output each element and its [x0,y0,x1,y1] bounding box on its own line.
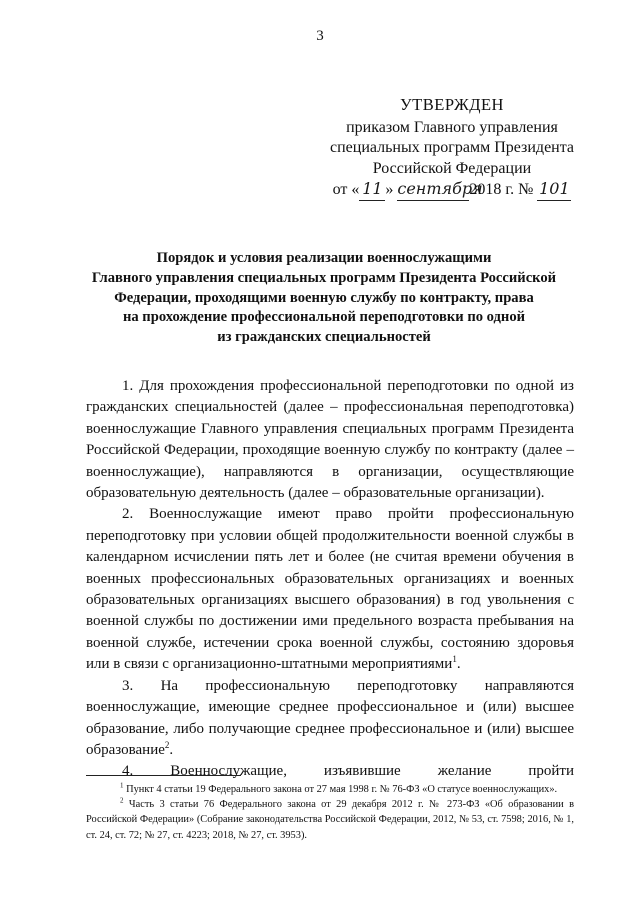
paragraph-2-text: 2. Военнослужащие имеют право пройти профессиональную переподготовку при условии общей продолжительности военной службы в календарном исчислении пять лет и более (не считая времени обучения в военных профессиональных образовательных организациях и военных образовательных организациях высшего образования) в год увольнения с военной службы по достижении ими предельного возраста пребывания на военной службе, истечении срока военной службы, состоянию здоровья или в связи с организационно-штатными мероприятиями [86,506,574,673]
order-number: 101 [537,179,571,201]
title-line-5: из гражданских специальностей [217,329,431,346]
approval-line-3: Российской Федерации [372,159,532,177]
approval-stamp: УТВЕРЖДЕН [400,95,504,114]
footnote-1 [86,782,574,797]
footnote-2-mark: 2 [120,796,124,805]
document-body [86,376,574,783]
footnote-2-text: Часть 3 статьи 76 Федерального закона от 29 декабря 2012 г. № 273-ФЗ «Об образовании в Российской Федерации» (Собрание законодательства Российской Федерации, 2012, № 53, ст. 7598; 2016, № 1, ст. 24, ст. 72; № 27, ст. 4223; 2018, № 27, ст. 3953). [86,799,574,841]
paragraph-2 [86,504,574,675]
paragraph-4: 4. Военнослужащие, изъявившие желание пройти [122,763,574,780]
title-line-2: Главного управления специальных программ Президента Российской [91,269,557,286]
title-line-1: Порядок и условия реализации военнослужащими [156,250,492,266]
footnote-1-text: Пункт 4 статьи 19 Федерального закона от 27 мая 1998 г. № 76-ФЗ «О статусе военнослужащих». [123,784,558,795]
approval-line-1: приказом Главного управления [346,118,558,136]
title-line-4: на прохождение профессиональной переподготовки по одной [122,309,526,326]
date-day: 11 [359,179,385,201]
approval-line-2: специальных программ Президента [329,139,575,156]
footnotes [86,782,574,843]
document-title [80,249,568,348]
footnote-2 [86,797,574,843]
approval-block [322,95,582,201]
footnote-ref-2: 2 [164,739,170,750]
approval-date-line [322,179,582,201]
paragraph-3-end: . [169,741,174,758]
footnote-ref-1: 1 [452,654,457,665]
date-year: 2018 г. № [469,181,534,198]
date-mid: » [385,181,394,198]
paragraph-1: 1. Для прохождения профессиональной переподготовки по одной из гражданских специальностей (далее – профессиональная переподготовка) военнослужащие Главного управления специальных программ Президента Российской Федерации, проходящие военную службу по контракту (далее – военнослужащие), направляются в организации, осуществляющие образовательную деятельность (далее – образовательные организации). [86,378,574,502]
paragraph-3 [86,676,574,762]
date-month: сентября [397,179,469,201]
footnote-1-mark: 1 [120,781,124,790]
date-prefix: от « [332,181,360,198]
page-number: 3 [316,28,324,44]
footnote-divider [86,775,241,776]
paragraph-2-end: . [456,656,461,673]
title-line-3: Федерации, проходящими военную службу по контракту, права [114,289,534,306]
paragraph-3-text: 3. На профессиональную переподготовку направляются военнослужащие, имеющие среднее профессиональное и (или) высшее образование, либо получающие среднее профессиональное и (или) высшее образование [86,677,574,758]
